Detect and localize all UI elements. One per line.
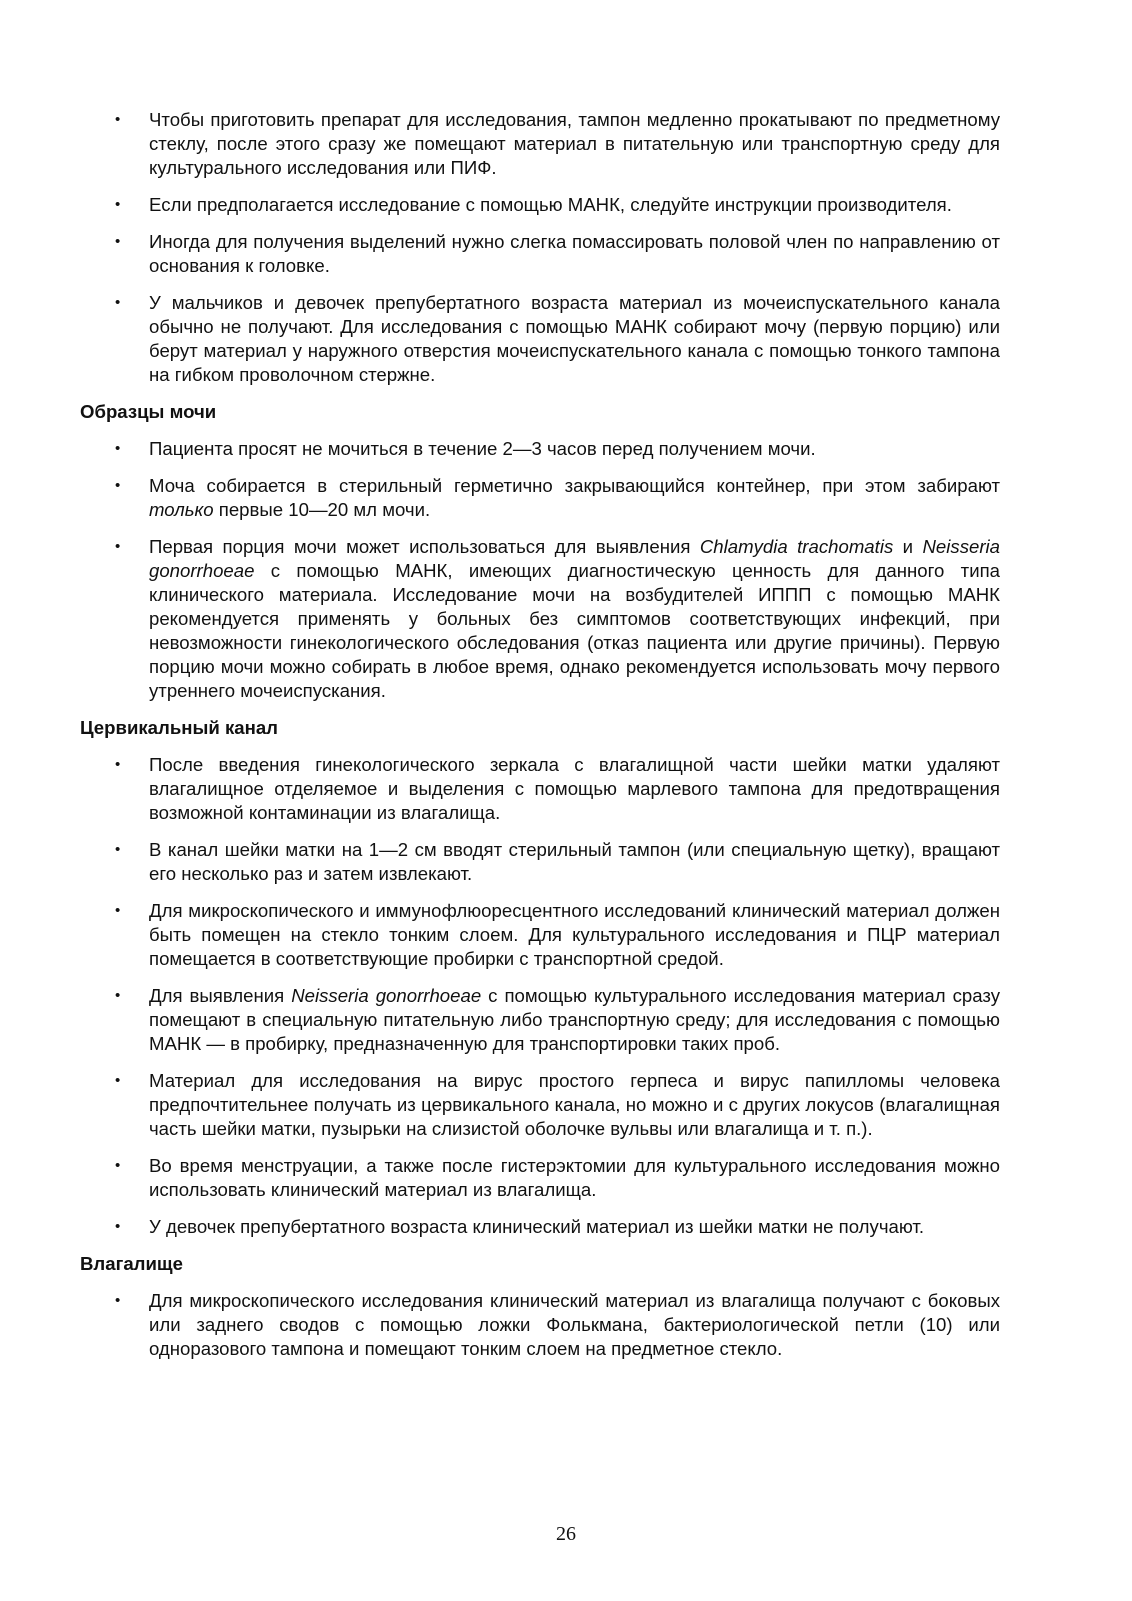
section-heading-vagina: Влагалище	[80, 1253, 183, 1274]
list-item-text: Иногда для получения выделений нужно слегка помассировать половой член по направлению от основания к головке.	[149, 231, 1000, 276]
list-item-text: В канал шейки матки на 1—2 см вводят стерильный тампон (или специальную щетку), вращают его несколько раз и затем извлекают.	[149, 839, 1000, 884]
bullet-icon: •	[115, 196, 121, 213]
page-number: 26	[556, 1523, 576, 1545]
text-run: Моча собирается в стерильный герметично закрывающийся контейнер, при этом забирают	[149, 475, 1000, 496]
list-item	[80, 838, 1000, 886]
list-item-text: Во время менструации, а также после гистерэктомии для культурального исследования можно использовать клинический материал из влагалища.	[149, 1155, 1000, 1200]
list-item-text: Для микроскопического исследования клинический материал из влагалища получают с боковых или заднего сводов с помощью ложки Фолькмана, бактериологической петли (10) или одноразового тампона и помещают тонким слоем на предметное стекло.	[149, 1290, 1000, 1359]
urine-list	[80, 437, 1000, 703]
cervical-list	[80, 753, 1000, 1239]
italic-species-name: Chlamydia trachomatis	[699, 536, 894, 557]
vagina-list	[80, 1289, 1000, 1361]
bullet-icon: •	[115, 111, 121, 128]
bullet-icon: •	[115, 294, 121, 311]
text-run: первые 10—20 мл мочи.	[213, 499, 431, 520]
list-item	[80, 193, 1000, 217]
text-run: с помощью культурального исследования материал сразу помещают в специальную питательную либо транспортную среду; для исследования с помощью МАНК — в пробирку, предназначенную для транспортировки таких проб.	[149, 985, 1000, 1054]
bullet-icon: •	[115, 440, 121, 457]
list-item	[80, 474, 1000, 522]
bullet-icon: •	[115, 756, 121, 773]
list-item-text	[149, 475, 1000, 520]
bullet-icon: •	[115, 1072, 121, 1089]
italic-species-name: Neisseria gonorrhoeae	[149, 536, 1000, 581]
bullet-icon: •	[115, 1218, 121, 1235]
list-item	[80, 899, 1000, 971]
bullet-icon: •	[115, 233, 121, 250]
list-item-text: После введения гинекологического зеркала с влагалищной части шейки матки удаляют влагалищное отделяемое и выделения с помощью марлевого тампона для предотвращения возможной контаминации из влагалища.	[149, 754, 1000, 823]
list-item-text: Материал для исследования на вирус простого герпеса и вирус папилломы человека предпочтительнее получать из цервикального канала, но можно и с других локусов (влагалищная часть шейки матки, пузырьки на слизистой оболочке вульвы или влагалища и т. п.).	[149, 1070, 1000, 1139]
list-item	[80, 535, 1000, 703]
text-run: Для выявления	[149, 985, 292, 1006]
bullet-icon: •	[115, 477, 121, 494]
list-item	[80, 230, 1000, 278]
list-item-text: Для микроскопического и иммунофлюоресцентного исследований клинический материал должен быть помещен на стекло тонким слоем. Для культурального исследования и ПЦР материал помещается в соответствующие пробирки с транспортной средой.	[149, 900, 1000, 969]
list-item-text: Чтобы приготовить препарат для исследования, тампон медленно прокатывают по предметному стеклу, после этого сразу же помещают материал в питательную или транспортную среду для культурального исследования или ПИФ.	[149, 109, 1000, 178]
list-item	[80, 984, 1000, 1056]
list-item-text	[149, 536, 1000, 701]
bullet-icon: •	[115, 987, 121, 1004]
bullet-icon: •	[115, 1157, 121, 1174]
list-item	[80, 753, 1000, 825]
list-item	[80, 108, 1000, 180]
bullet-list-collection	[80, 108, 1000, 387]
bullet-icon: •	[115, 1292, 121, 1309]
bullet-icon: •	[115, 902, 121, 919]
list-item	[80, 1069, 1000, 1141]
text-run: Первая порция мочи может использоваться для выявления	[149, 536, 700, 557]
list-item-text: У девочек препубертатного возраста клинический материал из шейки матки не получают.	[149, 1216, 925, 1237]
list-item	[80, 1154, 1000, 1202]
text-run: и	[893, 536, 923, 557]
list-item-text	[149, 985, 1000, 1054]
text-run: с помощью МАНК, имеющих диагностическую ценность для данного типа клинического материала. Исследование мочи на возбудителей ИППП с помощью МАНК рекомендуется применять у больных без симптомов соответствующих инфекций, при невозможности гинекологического обследования (отказ пациента или другие причины). Первую порцию мочи можно собирать в любое время, однако рекомендуется использовать мочу первого утреннего мочеиспускания.	[149, 560, 1000, 701]
list-item-text: Пациента просят не мочиться в течение 2—3 часов перед получением мочи.	[149, 438, 816, 459]
list-item-text: У мальчиков и девочек препубертатного возраста материал из мочеиспускательного канала обычно не получают. Для исследования с помощью МАНК собирают мочу (первую порцию) или берут материал у наружного отверстия мочеиспускательного канала с помощью тонкого тампона на гибком проволочном стержне.	[149, 292, 1000, 385]
document-page	[80, 108, 1000, 1374]
list-item	[80, 1215, 1000, 1239]
italic-text: только	[149, 499, 214, 520]
list-item-text: Если предполагается исследование с помощью МАНК, следуйте инструкции производителя.	[149, 194, 952, 215]
italic-species-name: Neisseria gonorrhoeae	[291, 985, 482, 1006]
section-heading-cervical: Цервикальный канал	[80, 717, 278, 738]
list-item	[80, 437, 1000, 461]
list-item	[80, 291, 1000, 387]
list-item	[80, 1289, 1000, 1361]
bullet-icon: •	[115, 841, 121, 858]
bullet-icon: •	[115, 538, 121, 555]
section-heading-urine: Образцы мочи	[80, 401, 217, 422]
